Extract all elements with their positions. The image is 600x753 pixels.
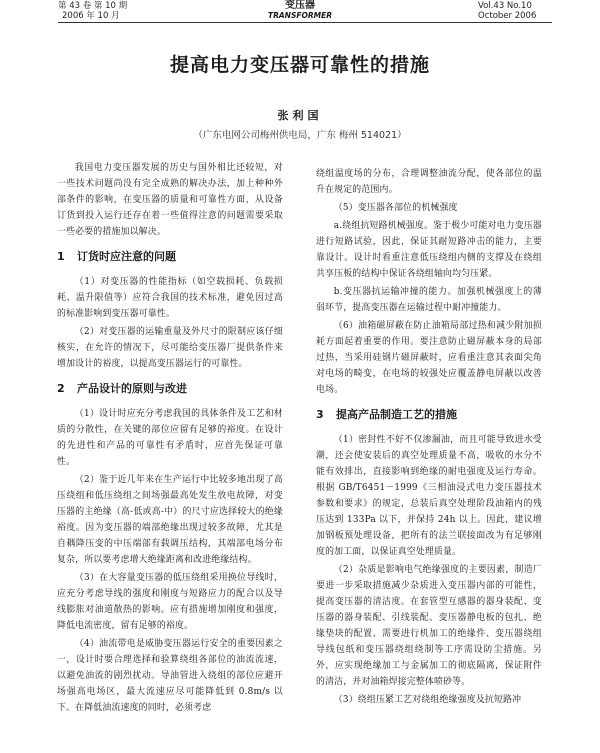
paragraph: （1）对变压器的性能指标（如空载损耗、负载损耗、温升限值等）应符合我国的技术标准，避免因过高的标准影响到变压器可靠性。 (57, 277, 283, 319)
paragraph: （2）对变压器的运输重量及外尺寸的限制应该仔细核实，在允许的情况下，尽可能给变压器厂提供条件来增加设计的裕度，以提高变压器运行的可靠性。 (57, 327, 283, 369)
paragraph: （6）油箱磁屏蔽在防止油箱局部过热和减少附加损耗方面起着重要的作用。要注意防止磁屏蔽本身的局部过热，当采用硅钢片磁屏蔽时，应看重注意其表面尖角对电场的畸变，在电场的较强处应覆盖静电屏蔽以改善电场。 (316, 321, 542, 395)
section-title: 提高产品制造工艺的措施 (336, 408, 457, 421)
section-number: 1 (57, 250, 65, 263)
paragraph: a.绕组抗短路机械强度。鉴于极少可能对电力变压器进行短路试验，因此，保证其耐短路冲击的能力，主要靠设计。设计时看重注意低压绕组内侧的支撑及在绕组共享压板的结构中保证各绕组轴向均匀压紧。 (316, 221, 542, 279)
paragraph: （1）设计时应充分考虑我国的具体条件及工艺和材质的分散性，在关键的部位应留有足够的裕度。在设计的先进性和产品的可靠性有矛盾时，应首先保证可靠性。 (57, 409, 283, 467)
paragraph: （2）鉴于近几年来在生产运行中比较多地出现了高压绕组和低压绕组之间场强最高处发生放电故障，对变压器的主绝缘（高-低或高-中）的尺寸应选择较大的绝缘裕度。因为变压器的端部绝缘出现过较多故障，尤其是自耦降压变的中压端部有载调压结构，其端部电场分布复杂，所以要考虑增大绝缘距离和改进绝缘结构。 (57, 475, 283, 565)
author: 张利国 (277, 109, 323, 122)
section-number: 3 (316, 408, 324, 421)
article-title: 提高电力变压器可靠性的措施 (169, 54, 430, 76)
section-title: 订货时应注意的问题 (77, 250, 176, 263)
paragraph: （4）油流带电是威胁变压器运行安全的重要因素之一，设计时要合理选择和验算绕组各部位的油流流速，以避免油流的剧烈扰动。导油管进入绕组的部位应避开场强高电场区，最大流速应尽可能降低到 0.8m/s 以下。在降低油流速度的同时，必须考虑 (57, 639, 283, 713)
section-3-heading (316, 408, 542, 422)
paragraph: （3）绕组压紧工艺对绕组绝缘强度及抗短路冲 (333, 695, 522, 705)
volume-issue-en: Vol.43 No.10 (478, 1, 532, 11)
running-header (0, 0, 600, 26)
section-title: 产品设计的原则与改进 (77, 382, 187, 395)
date-en: October 2006 (478, 11, 537, 21)
paragraph: （5）变压器各部位的机械强度 (333, 203, 458, 213)
header-rule (58, 22, 552, 23)
section-2-heading (57, 382, 283, 396)
intro-paragraph: 我国电力变压器发展的历史与国外相比还较短，对一些技术问题尚没有完全成熟的解决办法，加上种种外部条件的影响，在变压器的质量和可靠性方面，从设备订货到投入运行还存在着一些值得注意的问题需要采取一些必要的措施加以解决。 (57, 163, 283, 237)
right-column (316, 166, 542, 710)
date-cn: 2006 年 10 月 (62, 11, 120, 21)
left-column (57, 160, 283, 718)
paragraph: 绕组温度场的分布，合理调整油流分配，使各部位的温升在规定的范围内。 (316, 169, 542, 195)
section-number: 2 (57, 382, 65, 395)
paragraph: （2）杂质是影响电气绝缘强度的主要因素，制造厂要进一步采取措施减少杂质进入变压器内部的可能性，提高变压器的清洁度。在套管型互感器的器身装配、变压器的器身装配、引线装配、变压器静电板的包扎、绝缘垫块的配置、需要进行机加工的绝缘件、变压器绕组导线包纸和变压器绕组绕制等工序需设防尘措施。另外，应实现绝缘加工与金属加工的彻底隔离，保证附件的清洁，并对油箱焊接完整体喷砂等。 (316, 565, 542, 687)
paragraph: （1）密封性不好不仅渗漏油，而且可能导致进水受潮，还会使安装后的真空处理质量不高，吸收的水分不能有效排出，直接影响到绝缘的耐电强度及运行寿命。根据 GB/T6451－1999《三相油浸式电力变压器技术参数和要求》的规定，总装后真空处理阶段油箱内的残压达到 133Pa 以下，并保持 24h 以上。因此，建议增加钢板预处理设备，把所有的法兰联接面改为有足够刚度的加工面，以保证真空处理质量。 (316, 435, 542, 557)
paragraph: b.变压器抗运输冲撞的能力。加强机械强度上的薄弱环节，提高变压器在运输过程中耐冲撞能力。 (316, 287, 542, 313)
section-1-heading (57, 250, 283, 264)
journal-logo-en: TRANSFORMER (267, 11, 332, 20)
volume-issue-cn: 第 43 卷 第 10 期 (58, 1, 128, 11)
affiliation: （广东电网公司梅州供电局，广东 梅州 514021） (193, 130, 407, 141)
paragraph: （3）在大容量变压器的低压绕组采用换位导线时，应充分考虑导线的强度和刚度与短路应力的配合以及导线膨胀对油道散热的影响。应有措施增加刚度和强度，降低电流密度，留有足够的裕度。 (57, 573, 283, 631)
journal-logo-cn: 变压器 (285, 0, 315, 11)
